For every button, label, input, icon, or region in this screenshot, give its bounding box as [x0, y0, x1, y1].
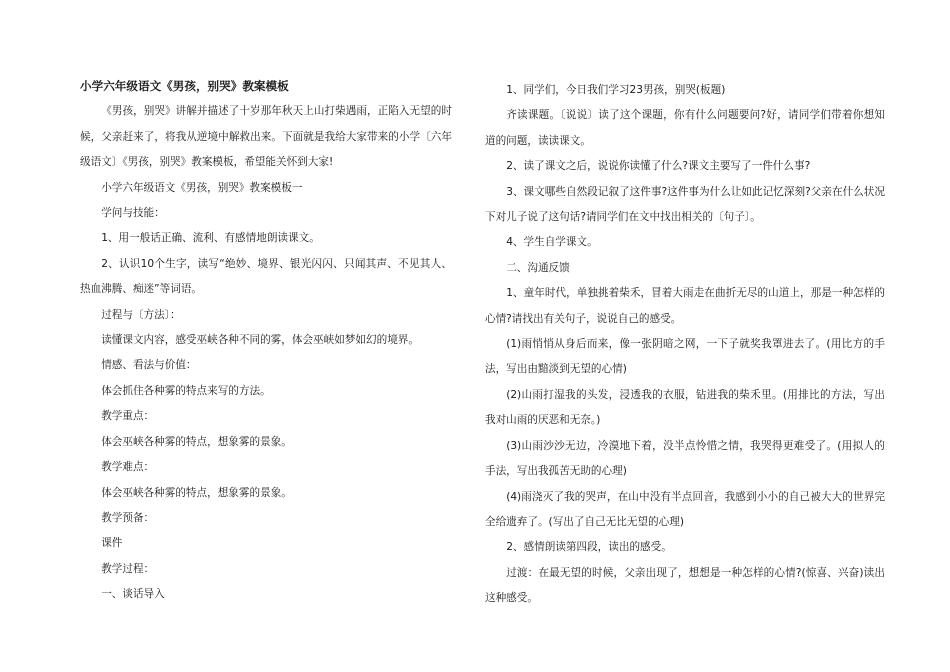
body-text: 体会抓住各种雾的特点来写的方法。	[101, 384, 271, 397]
body-text: 课件	[101, 537, 123, 550]
list-item: 1、用一般话正确、流利、有感情地朗读课文。	[101, 232, 320, 245]
list-item: 2、感情朗读第四段，读出的感受。	[506, 541, 672, 554]
section-heading: 情感、看法与价值：	[101, 359, 197, 372]
body-text: 过渡：在最无望的时候，父亲出现了，想想是一种怎样的心情?(惊喜、兴奋)读出这种感受。	[485, 566, 885, 605]
list-item: (3)山雨沙沙无边，冷漠地下着，没半点怜惜之情，我哭得更难受了。(用拟人的手法，写出我孤苦无助的心理)	[485, 439, 885, 478]
section-heading: 学问与技能：	[101, 207, 165, 220]
intro-paragraph: 《男孩，别哭》讲解并描述了十岁那年秋天上山打柴遇雨，正陷入无望的时候，父亲赶来了，将我从逆境中解救出来。下面就是我给大家带来的小学〔六年级语文〕《男孩，别哭》教案模板，希望能关怀到大家!	[80, 105, 452, 169]
body-text: 齐读课题。〔说说〕读了这个课题，你有什么问题要问?好，请同学们带着你想知道的问题，读读课文。	[485, 109, 885, 147]
section-heading: 教学预备：	[101, 511, 155, 524]
list-item: 1、同学们，今日我们学习23男孩，别哭(板题)	[506, 84, 726, 96]
body-text: 读懂课文内容，感受巫峡各种不同的雾，体会巫峡如梦如幻的境界。	[101, 334, 419, 347]
section-heading: 二、沟通反馈	[506, 261, 570, 274]
list-item: 3、课文哪些自然段记叙了这件事?这件事为什么让如此记忆深刻?父亲在什么状况下对儿子说了这句话?请同学们在文中找出相关的〔句子〕。	[485, 185, 885, 224]
body-text: 体会巫峡各种雾的特点，想象雾的景象。	[101, 486, 292, 499]
template-heading: 小学六年级语文《男孩，别哭》教案模板一	[101, 181, 303, 194]
list-item: 4、学生自学课文。	[506, 236, 598, 249]
section-heading: 教学难点：	[101, 461, 155, 474]
list-item: 2、认识10个生字，读写“绝妙、境界、银光闪闪、只闻其声、不见其人、热血沸腾、痴迷”等词语。	[80, 257, 452, 296]
section-heading: 教学重点：	[101, 410, 155, 423]
right-column	[485, 78, 885, 612]
list-item: (2)山雨打湿我的头发，浸透我的衣服，钻进我的柴禾里。(用排比的方法，写出我对山雨的厌恶和无奈。)	[485, 388, 885, 427]
list-item: 1、童年时代，单独挑着柴禾，冒着大雨走在曲折无尽的山道上，那是一种怎样的心情?请找出有关句子，说说自己的感受。	[485, 287, 885, 325]
list-item: 2、读了课文之后，说说你读懂了什么?课文主要写了一件什么事?	[506, 160, 811, 173]
left-column	[80, 74, 452, 608]
section-heading: 过程与〔方法〕：	[101, 308, 181, 321]
list-item: (4)雨浇灭了我的哭声，在山中没有半点回音，我感到小小的自己被大大的世界完全给遗弃了。(写出了自己无比无望的心理)	[485, 490, 885, 528]
section-heading: 教学过程：	[101, 562, 155, 575]
document-title: 小学六年级语文《男孩，别哭》教案模板	[80, 79, 289, 93]
body-text: 体会巫峡各种雾的特点，想象雾的景象。	[101, 435, 292, 448]
section-heading: 一、谈话导入	[101, 588, 165, 601]
list-item: (1)雨悄悄从身后而来，像一张阴暗之网，一下子就奖我罩进去了。(用比方的手法，写出由黯淡到无望的心情)	[485, 338, 885, 376]
